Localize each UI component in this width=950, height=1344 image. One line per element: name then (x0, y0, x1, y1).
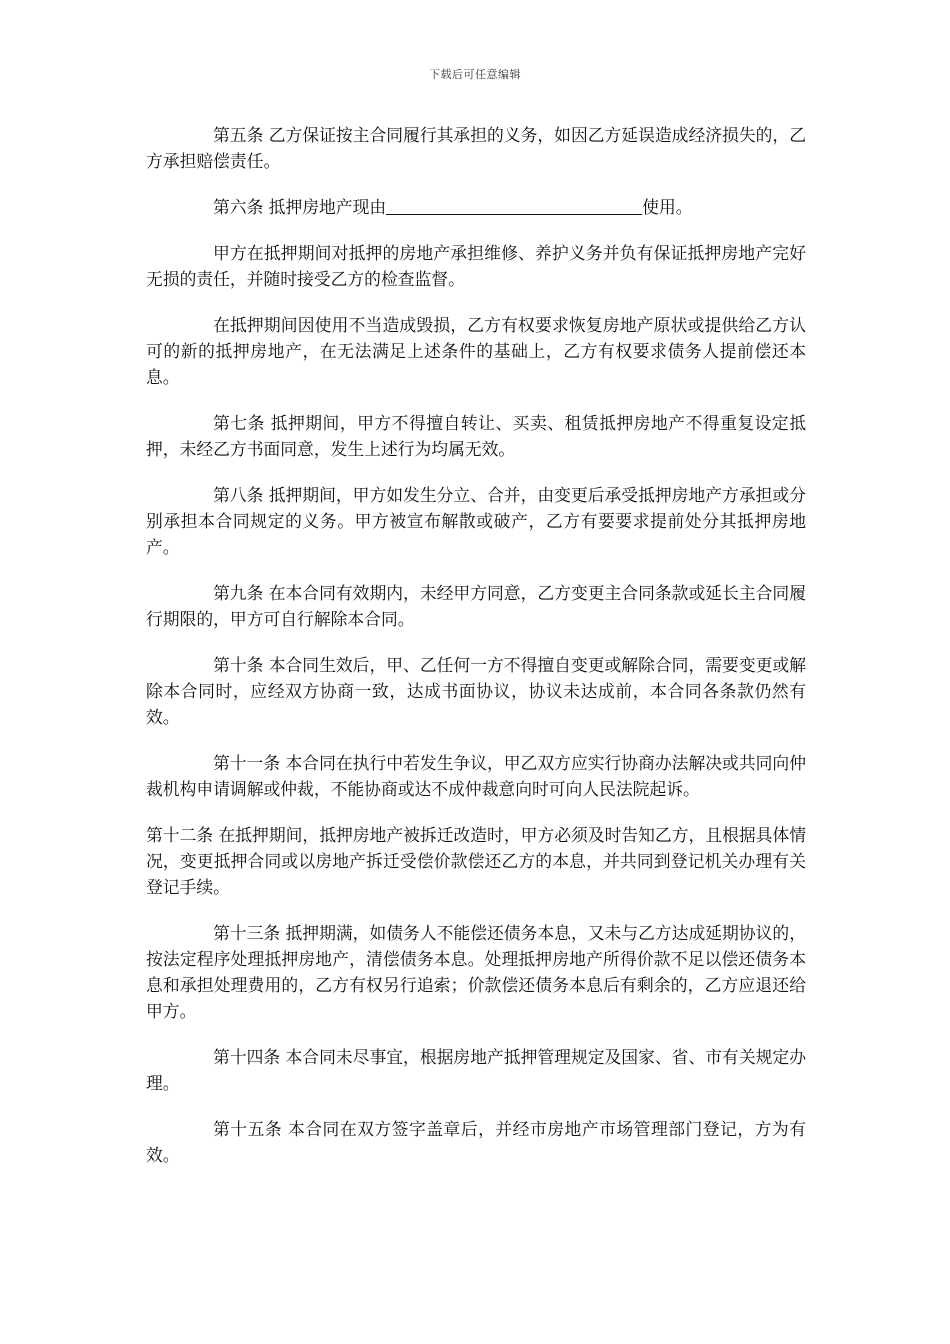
clause-14: 第十四条 本合同未尽事宜，根据房地产抵押管理规定及国家、省、市有关规定办理。 (146, 1047, 806, 1093)
clause-6-before: 第六条 抵押房地产现由 (213, 197, 387, 217)
clause-6-maintenance: 甲方在抵押期间对抵押的房地产承担维修、养护义务并负有保证抵押房地产完好无损的责任，并随时接受乙方的检查监督。 (146, 243, 806, 289)
clause-6 (146, 194, 806, 220)
clause-12: 第十二条 在抵押期间，抵押房地产被拆迁改造时，甲方必须及时告知乙方，且根据具体情况，变更抵押合同或以房地产拆迁受偿价款偿还乙方的本息，并共同到登记机关办理有关登记手续。 (146, 825, 806, 897)
document-body (146, 122, 806, 1188)
clause-8: 第八条 抵押期间，甲方如发生分立、合并，由变更后承受抵押房地产方承担或分别承担本合同规定的义务。甲方被宣布解散或破产，乙方有要要求提前处分其抵押房地产。 (146, 485, 806, 557)
clause-10: 第十条 本合同生效后，甲、乙任何一方不得擅自变更或解除合同，需要变更或解除本合同时，应经双方协商一致，达成书面协议，协议未达成前，本合同各条款仍然有效。 (146, 655, 806, 727)
clause-6-damage: 在抵押期间因使用不当造成毁损，乙方有权要求恢复房地产原状或提供给乙方认可的新的抵押房地产，在无法满足上述条件的基础上，乙方有权要求债务人提前偿还本息。 (146, 315, 806, 387)
clause-7: 第七条 抵押期间，甲方不得擅自转让、买卖、租赁抵押房地产不得重复设定抵押，未经乙方书面同意，发生上述行为均属无效。 (146, 413, 806, 459)
page-header: 下载后可任意编辑 (429, 68, 521, 81)
clause-5: 第五条 乙方保证按主合同履行其承担的义务，如因乙方延误造成经济损失的，乙方承担赔偿责任。 (146, 125, 806, 171)
clause-15: 第十五条 本合同在双方签字盖章后，并经市房地产市场管理部门登记，方为有效。 (146, 1119, 806, 1165)
clause-6-after: 使用。 (642, 197, 693, 217)
fill-in-blank[interactable] (386, 196, 642, 215)
clause-11: 第十一条 本合同在执行中若发生争议，甲乙双方应实行协商办法解决或共同向仲裁机构申请调解或仲裁，不能协商或达不成仲裁意向时可向人民法院起诉。 (146, 753, 806, 799)
clause-9: 第九条 在本合同有效期内，未经甲方同意，乙方变更主合同条款或延长主合同履行期限的，甲方可自行解除本合同。 (146, 583, 806, 629)
clause-13: 第十三条 抵押期满，如债务人不能偿还债务本息，又未与乙方达成延期协议的，按法定程序处理抵押房地产，清偿债务本息。处理抵押房地产所得价款不足以偿还债务本息和承担处理费用的，乙方有权另行追索；价款偿还债务本息后有剩余的，乙方应退还给甲方。 (146, 923, 806, 1021)
